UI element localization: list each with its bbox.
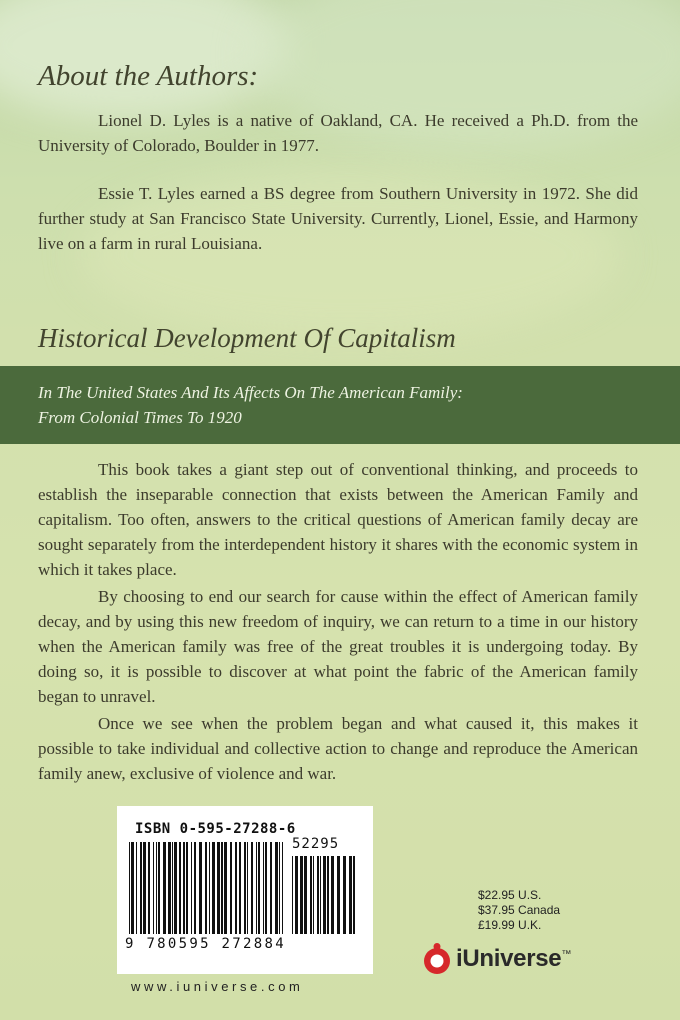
publisher-name xyxy=(456,945,571,973)
publisher-website: www.iuniverse.com xyxy=(131,979,304,994)
barcode-bar xyxy=(247,842,248,934)
barcode-bar xyxy=(230,842,232,934)
barcode-bar xyxy=(331,856,334,934)
author-bio-essie: Essie T. Lyles earned a BS degree from Southern University in 1972. She did further study at San Francisco State University. Currently, Lionel, Essie, and Harmony live on a farm in rural Louisiana. xyxy=(38,184,638,253)
barcode-bar xyxy=(148,842,150,934)
barcode-bar xyxy=(265,842,267,934)
barcode-bar xyxy=(199,842,202,934)
barcode-bar xyxy=(349,856,352,934)
barcode-bar xyxy=(156,842,157,934)
barcode-bar xyxy=(153,842,154,934)
ean-barcode-bars xyxy=(127,842,285,934)
iuniverse-logo-icon xyxy=(422,942,452,976)
barcode-bar xyxy=(179,842,181,934)
barcode-bar xyxy=(353,856,355,934)
barcode-bar xyxy=(304,856,307,934)
ean-number: 9 780595 272884 xyxy=(125,936,286,952)
barcode-bar xyxy=(292,856,293,934)
barcode-bar xyxy=(258,842,260,934)
barcode-bar xyxy=(343,856,346,934)
barcode-bar xyxy=(174,842,177,934)
barcode-bar xyxy=(337,856,340,934)
barcode-bar xyxy=(212,842,215,934)
barcode-bar xyxy=(323,856,326,934)
barcode-bar xyxy=(270,842,272,934)
barcode-bar xyxy=(310,856,312,934)
publisher-name-text: iUniverse xyxy=(456,945,562,972)
description-paragraph-1: This book takes a giant step out of conventional thinking, and proceeds to establish the inseparable connection that exists between the American Family and capitalism. Too often, answers to the critical questions of American family decay are sought separately from the interdependent history it shares with the economic system in which it takes place. xyxy=(38,460,638,579)
barcode-bar xyxy=(300,856,303,934)
barcode-bar xyxy=(136,842,137,934)
barcode-bar xyxy=(217,842,220,934)
description-paragraph-3: Once we see when the problem began and what caused it, this makes it possible to take individual and collective action to change and reproduce the American family anew, exclusive of violence and war. xyxy=(38,714,638,783)
barcode-bar xyxy=(221,842,223,934)
about-authors-heading: About the Authors: xyxy=(38,60,259,92)
barcode-bar xyxy=(313,856,314,934)
price-canada: $37.95 Canada xyxy=(478,903,561,917)
barcode-bar xyxy=(129,842,130,934)
book-subtitle xyxy=(38,380,658,430)
barcode-bar xyxy=(279,842,280,934)
barcode-bar xyxy=(168,842,171,934)
barcode-bar xyxy=(263,842,264,934)
barcode-bar xyxy=(205,842,207,934)
barcode-bar xyxy=(194,842,196,934)
price-list xyxy=(478,888,560,933)
price-us: $22.95 U.S. xyxy=(478,888,542,902)
barcode-bar xyxy=(191,842,192,934)
barcode-bar xyxy=(224,842,227,934)
author-bio-lionel: Lionel D. Lyles is a native of Oakland, CA. He received a Ph.D. from the University of Colorado, Boulder in 1977. xyxy=(38,111,638,155)
barcode-bar xyxy=(295,856,298,934)
barcode-bar xyxy=(256,842,257,934)
barcode-bar xyxy=(244,842,246,934)
price-code: 52295 xyxy=(292,836,340,852)
barcode-bar xyxy=(140,842,142,934)
subtitle-line-1: In The United States And Its Affects On The American Family: xyxy=(38,383,463,402)
subtitle-line-2: From Colonial Times To 1920 xyxy=(38,408,242,427)
barcode-bar xyxy=(163,842,166,934)
publisher-logo xyxy=(422,942,612,978)
barcode-bar xyxy=(183,842,185,934)
barcode-bar xyxy=(172,842,173,934)
barcode-bar xyxy=(235,842,237,934)
barcode-bar xyxy=(158,842,160,934)
barcode-bar xyxy=(251,842,253,934)
barcode-bar xyxy=(317,856,319,934)
trademark-symbol: ™ xyxy=(561,949,572,960)
barcode-bar xyxy=(320,856,321,934)
barcode-bar xyxy=(239,842,241,934)
barcode-bar xyxy=(209,842,210,934)
barcode-bar xyxy=(327,856,329,934)
barcode-bar xyxy=(131,842,134,934)
book-title: Historical Development Of Capitalism xyxy=(38,323,456,353)
description-paragraph-2: By choosing to end our search for cause within the effect of American family decay, and by using this new freedom of inquiry, we can return to a time in our history when the American family was free of the great troubles it is undergoing today. By doing so, it is possible to discover at what point the fabric of the American family began to unravel. xyxy=(38,587,638,706)
barcode-bar xyxy=(143,842,146,934)
barcode-bar xyxy=(186,842,188,934)
addon-barcode-bars xyxy=(290,856,360,936)
isbn-label: ISBN 0-595-27288-6 xyxy=(135,821,296,837)
barcode-bar xyxy=(275,842,278,934)
barcode-bar xyxy=(282,842,283,934)
price-uk: £19.99 U.K. xyxy=(478,918,542,932)
